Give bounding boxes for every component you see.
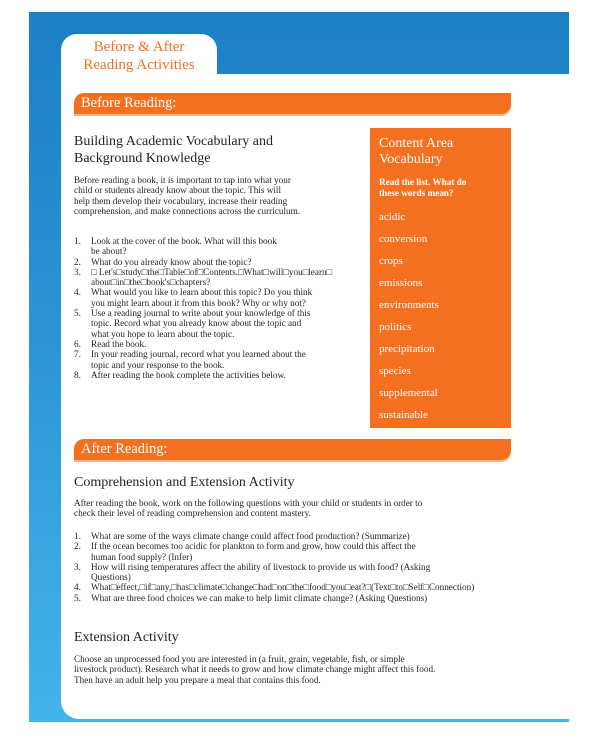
list-item-line: What□effect,□if□any,□has□climate□change□had□on□the□food□you□eat?□(Text□to□Self□Connection): [91, 582, 475, 593]
before-intro-line: help them develop their vocabulary, increase their reading: [74, 195, 288, 206]
before-step-item: [74, 236, 332, 257]
vocabulary-word: crops: [379, 255, 403, 267]
after-questions-list: [74, 531, 474, 603]
list-item-line: human food supply? (Infer): [91, 551, 193, 562]
vocabulary-list: [379, 206, 439, 426]
before-heading: [74, 133, 273, 167]
list-item-line: After reading the book complete the activities below.: [91, 369, 286, 380]
list-number: 3.: [74, 561, 81, 572]
list-item-line: be about?: [91, 246, 127, 257]
page-title-line1: Before & After: [93, 39, 185, 55]
vocabulary-word: acidic: [379, 211, 406, 223]
list-number: 5.: [74, 308, 81, 319]
after-intro-line: check their level of reading comprehension and content mastery.: [74, 508, 311, 519]
list-number: 8.: [74, 369, 81, 380]
vocabulary-word: precipitation: [379, 343, 435, 355]
vocabulary-word: politics: [379, 321, 412, 333]
before-step-item: [74, 257, 332, 267]
list-item-line: Use a reading journal to write about your knowledge of this: [91, 308, 311, 319]
list-number: 2.: [74, 541, 81, 552]
extension-text-line: livestock product). Research what it needs to grow and how climate change might affect this food.: [74, 664, 436, 675]
list-item-line: topic and your response to the book.: [91, 359, 225, 370]
list-item-line: What are three food choices we can make to help limit climate change? (Asking Questions): [91, 592, 428, 603]
list-item-line: you might learn about it from this book? Why or why not?: [91, 297, 306, 308]
list-item-line: □ Let's□study□the□Table□of□Contents.□What□will□you□learn□: [91, 266, 333, 277]
vocabulary-word: sustainable: [379, 409, 428, 421]
list-item-line: What are some of the ways climate change could affect food production? (Summarize): [91, 531, 410, 541]
list-item-line: Questions): [91, 572, 131, 583]
vocabulary-word: conversion: [379, 233, 428, 245]
sidebar-title: [379, 136, 453, 168]
list-item-line: topic. Record what you already know about the topic and: [91, 318, 302, 329]
vocabulary-word: environments: [379, 299, 439, 311]
extension-text: [74, 654, 435, 685]
list-item-line: If the ocean becomes too acidic for plankton to form and grow, how could this affect the: [91, 541, 416, 552]
before-steps-list: [74, 236, 332, 380]
extension-text-line: Choose an unprocessed food you are interested in (a fruit, grain, vegetable, fish, or simple: [74, 654, 405, 664]
after-intro: [74, 498, 422, 519]
before-step-item: [74, 287, 332, 308]
page-title: [61, 38, 217, 74]
sidebar-instructions-line2: these words mean?: [379, 188, 454, 198]
sidebar-instructions-line1: Read the list. What do: [379, 177, 467, 187]
before-step-item: [74, 308, 332, 339]
vocabulary-sidebar: [370, 128, 511, 428]
list-item-line: In your reading journal, record what you learned about the: [91, 349, 306, 360]
after-reading-bar: After Reading:: [74, 439, 511, 460]
list-item-line: Read the book.: [91, 338, 147, 349]
after-intro-line: After reading the book, work on the following questions with your child or students in order to: [74, 498, 423, 508]
after-question-item: [74, 582, 474, 592]
list-item-line: What do you already know about the topic?: [91, 256, 252, 267]
list-number: 5.: [74, 592, 81, 603]
before-intro-line: child or students already know about the topic. This will: [74, 185, 282, 196]
list-item-line: what you hope to learn about the topic.: [91, 328, 235, 339]
list-item-line: How will rising temperatures affect the ability of livestock to provide us with food? (Asking: [91, 561, 431, 572]
vocabulary-word: emissions: [379, 277, 423, 289]
list-item-line: Look at the cover of the book. What will this book: [91, 236, 277, 246]
list-number: 3.: [74, 266, 81, 277]
list-number: 2.: [74, 256, 81, 267]
sidebar-instructions: [379, 177, 466, 199]
list-number: 4.: [74, 582, 81, 593]
before-intro: [74, 175, 300, 216]
before-step-item: [74, 267, 332, 288]
extension-text-line: Then have an adult help you prepare a meal that contains this food.: [74, 674, 321, 685]
list-number: 4.: [74, 287, 81, 298]
sidebar-title-line2: Vocabulary: [379, 152, 443, 167]
before-step-item: [74, 370, 332, 380]
list-item-line: about□in□the□book's□chapters?: [91, 277, 211, 288]
extension-heading: Extension Activity: [74, 630, 179, 645]
after-question-item: [74, 593, 474, 603]
before-heading-line2: Background Knowledge: [74, 151, 211, 166]
after-question-item: [74, 531, 474, 541]
vocabulary-word: supplemental: [379, 387, 438, 399]
after-heading: Comprehension and Extension Activity: [74, 475, 295, 490]
vocabulary-word: species: [379, 365, 411, 377]
list-number: 1.: [74, 236, 81, 246]
list-number: 6.: [74, 338, 81, 349]
before-intro-line: Before reading a book, it is important to tap into what your: [74, 175, 291, 185]
before-step-item: [74, 349, 332, 370]
after-question-item: [74, 541, 474, 562]
list-number: 1.: [74, 531, 81, 541]
before-reading-bar: Before Reading:: [74, 93, 511, 114]
list-item-line: What would you like to learn about this topic? Do you think: [91, 287, 313, 298]
list-number: 7.: [74, 349, 81, 360]
before-heading-line1: Building Academic Vocabulary and: [74, 134, 273, 149]
before-step-item: [74, 339, 332, 349]
page-title-line2: Reading Activities: [83, 57, 195, 73]
after-question-item: [74, 562, 474, 583]
sidebar-title-line1: Content Area: [379, 136, 454, 151]
before-intro-line: comprehension, and make connections across the curriculum.: [74, 205, 301, 216]
